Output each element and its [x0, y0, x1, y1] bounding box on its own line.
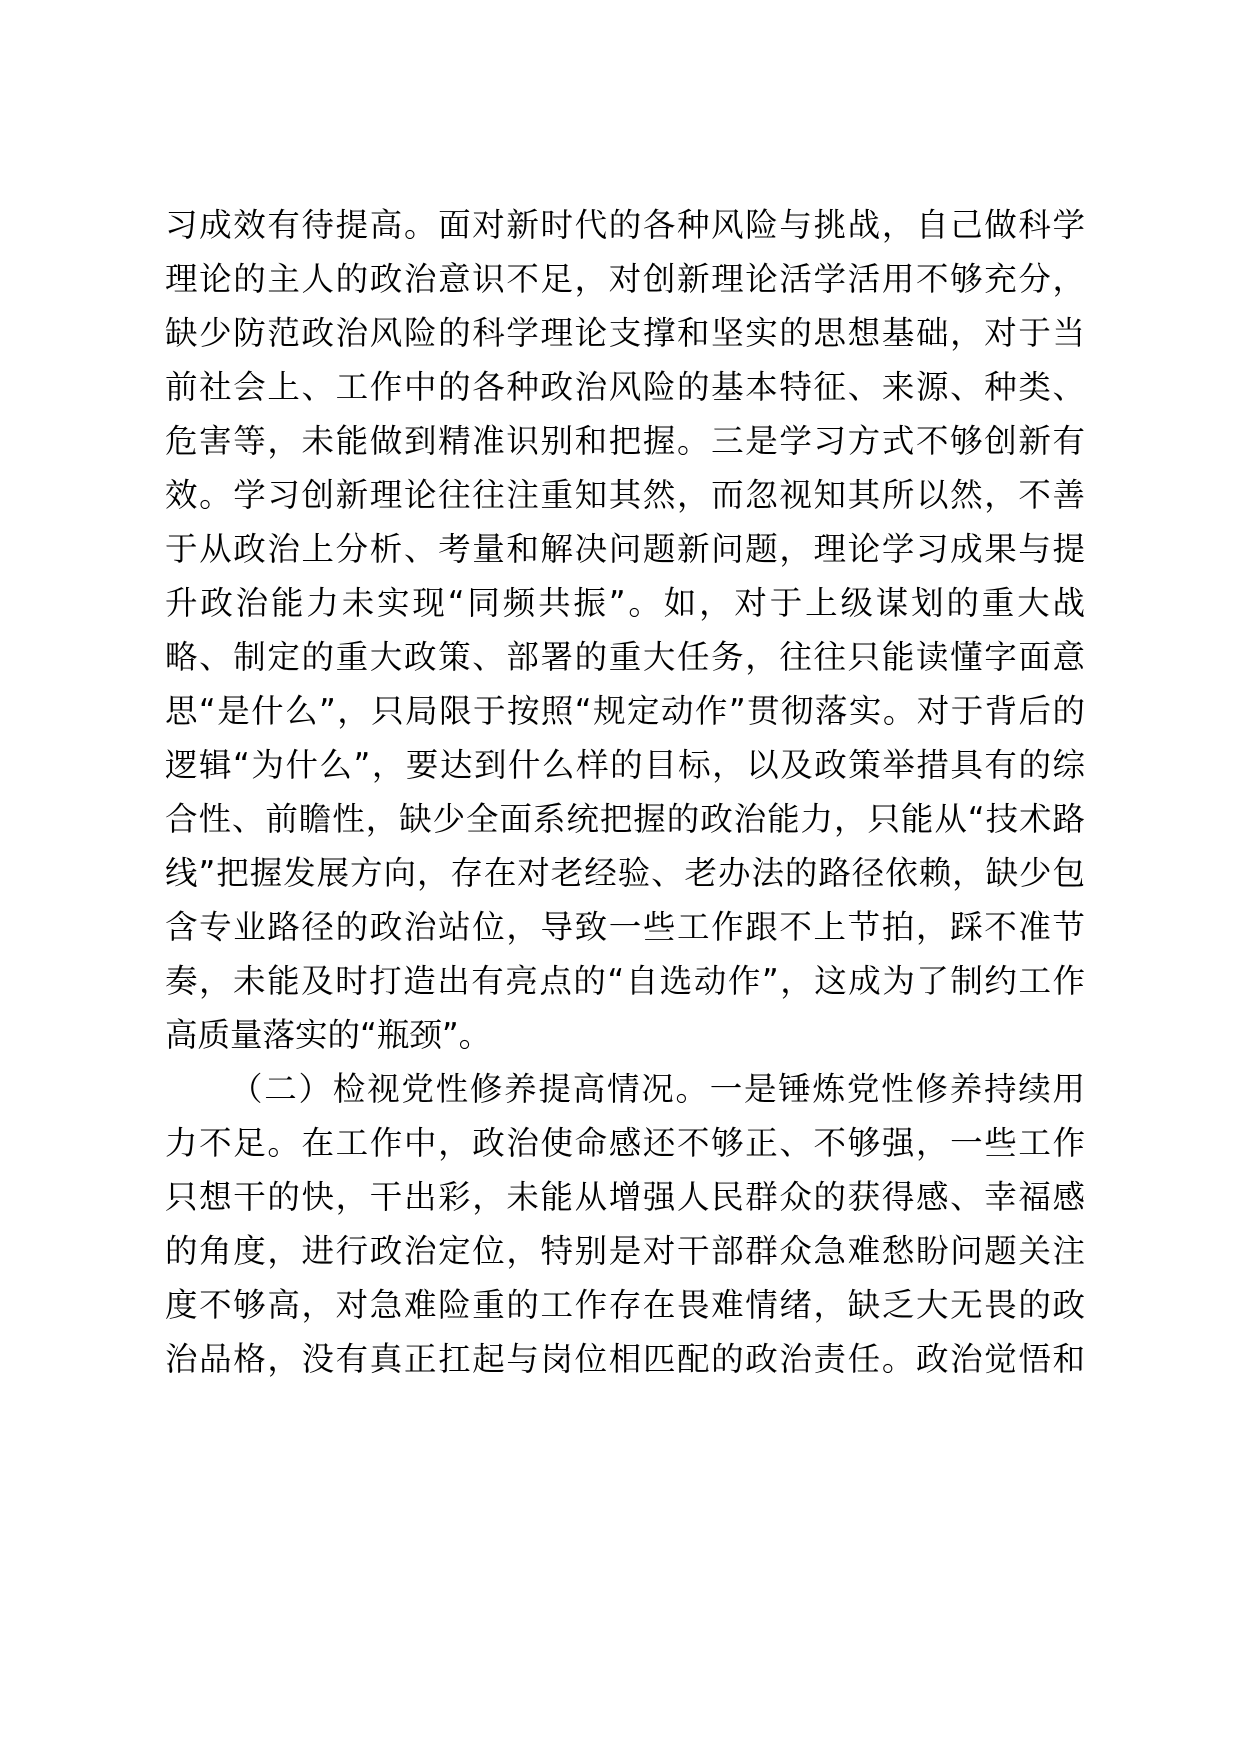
text-line: 力不足。在工作中，政治使命感还不够正、不够强，一些工作 [165, 1124, 1085, 1162]
section-heading-line: （二）检视党性修养提高情况。一是锤炼党性修养持续用 [230, 1070, 1085, 1108]
text-line: 逻辑“为什么”，要达到什么样的目标，以及政策举措具有的综 [165, 746, 1085, 784]
text-line: 于从政治上分析、考量和解决问题新问题，理论学习成果与提 [165, 530, 1085, 568]
text-line: 的角度，进行政治定位，特别是对干部群众急难愁盼问题关注 [165, 1232, 1085, 1270]
text-line: 理论的主人的政治意识不足，对创新理论活学活用不够充分， [165, 260, 1085, 298]
text-line: 危害等，未能做到精准识别和把握。三是学习方式不够创新有 [165, 422, 1085, 460]
text-line: 含专业路径的政治站位，导致一些工作跟不上节拍，踩不准节 [165, 908, 1085, 946]
text-line: 只想干的快，干出彩，未能从增强人民群众的获得感、幸福感 [165, 1178, 1085, 1216]
text-line: 升政治能力未实现“同频共振”。如，对于上级谋划的重大战 [165, 584, 1085, 622]
text-line: 思“是什么”，只局限于按照“规定动作”贯彻落实。对于背后的 [165, 692, 1085, 730]
text-line: 高质量落实的“瓶颈”。 [165, 1016, 492, 1054]
text-line: 线”把握发展方向，存在对老经验、老办法的路径依赖，缺少包 [165, 854, 1085, 892]
text-line: 奏，未能及时打造出有亮点的“自选动作”，这成为了制约工作 [165, 962, 1085, 1000]
text-line: 度不够高，对急难险重的工作存在畏难情绪，缺乏大无畏的政 [165, 1286, 1085, 1324]
text-line: 合性、前瞻性，缺少全面系统把握的政治能力，只能从“技术路 [165, 800, 1085, 838]
text-line: 习成效有待提高。面对新时代的各种风险与挑战，自己做科学 [165, 206, 1085, 244]
text-line: 治品格，没有真正扛起与岗位相匹配的政治责任。政治觉悟和 [165, 1340, 1085, 1378]
text-line: 缺少防范政治风险的科学理论支撑和坚实的思想基础，对于当 [165, 314, 1085, 352]
text-line: 略、制定的重大政策、部署的重大任务，往往只能读懂字面意 [165, 638, 1085, 676]
text-line: 效。学习创新理论往往注重知其然，而忽视知其所以然，不善 [165, 476, 1085, 514]
text-line: 前社会上、工作中的各种政治风险的基本特征、来源、种类、 [165, 368, 1085, 406]
